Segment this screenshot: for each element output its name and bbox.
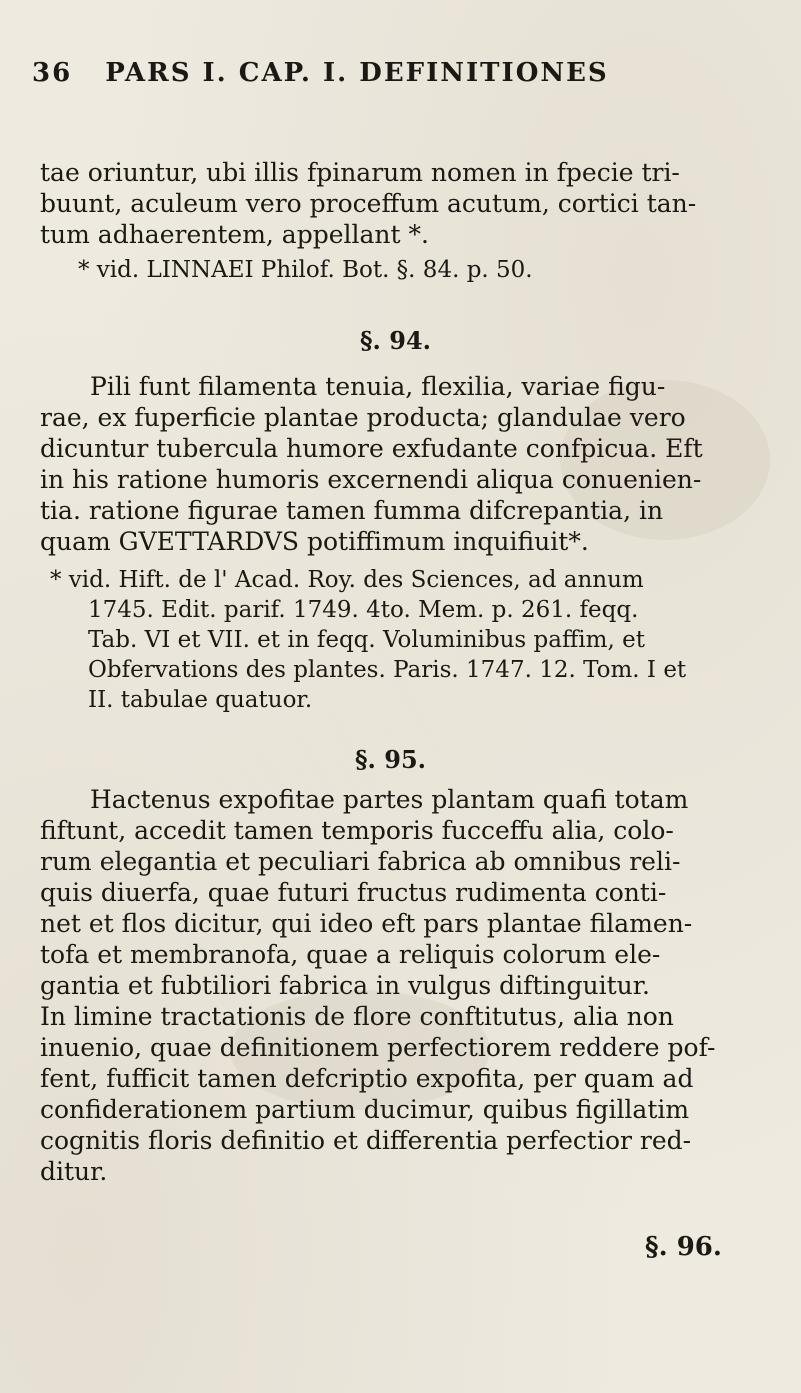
footnote-line: * vid. Hift. de l' Acad. Roy. des Sciences, ad annum	[50, 567, 644, 593]
running-title: PARS I. CAP. I. DEFINITIONES	[105, 58, 609, 88]
text-line: net et flos dicitur, qui ideo eft pars plantae filamen-	[40, 909, 693, 938]
section-94-paragraph	[40, 371, 775, 557]
text-line: confiderationem partium ducimur, quibus figillatim	[40, 1095, 690, 1124]
text-line: rum elegantia et peculiari fabrica ab omnibus reli-	[40, 847, 681, 876]
section-95-paragraph	[40, 784, 775, 1187]
text-line: fent, fufficit tamen defcriptio expofita, per quam ad	[40, 1064, 694, 1093]
footnote-line: II. tabulae quatuor.	[88, 687, 313, 713]
text-line: fiftunt, accedit tamen temporis fucceffu alia, colo-	[40, 816, 674, 845]
text-line: ditur.	[40, 1157, 108, 1186]
text-line: In limine tractationis de flore conftitutus, alia non	[40, 1002, 674, 1031]
text-line: dicuntur tubercula humore exfudante confpicua. Eft	[40, 434, 703, 463]
section-heading: §. 94.	[360, 326, 432, 355]
text-line: gantia et fubtiliori fabrica in vulgus diftinguitur.	[40, 971, 650, 1000]
text-line: tia. ratione figurae tamen fumma difcrepantia, in	[40, 496, 664, 525]
text-line: rae, ex fuperficie plantae producta; glandulae vero	[40, 403, 686, 432]
text-line: tum adhaerentem, appellant *.	[40, 220, 429, 249]
text-line: cognitis floris definitio et differentia perfectior red-	[40, 1126, 692, 1155]
paragraph-continuation	[40, 157, 775, 250]
footnote-line: Tab. VI et VII. et in feqq. Voluminibus paffim, et	[88, 627, 645, 653]
text-line: Pili funt filamenta tenuia, flexilia, variae figu-	[90, 372, 666, 401]
text-line: tae oriuntur, ubi illis fpinarum nomen in fpecie tri-	[40, 158, 680, 187]
running-header	[32, 58, 772, 88]
page-number: 36	[32, 58, 73, 88]
text-line: buunt, aculeum vero proceffum acutum, cortici tan-	[40, 189, 697, 218]
footnote-line: 1745. Edit. parif. 1749. 4to. Mem. p. 261. feqq.	[88, 597, 639, 623]
text-line: quam GVETTARDVS potiffimum inquifiuit*.	[40, 527, 589, 556]
catchword: §. 96.	[645, 1232, 722, 1262]
text-line: quis diuerfa, quae futuri fructus rudimenta conti-	[40, 878, 667, 907]
section-heading: §. 95.	[355, 745, 427, 774]
text-line: tofa et membranofa, quae a reliquis colorum ele-	[40, 940, 661, 969]
text-line: Hactenus expofitae partes plantam quafi totam	[90, 785, 689, 814]
text-line: inuenio, quae definitionem perfectiorem reddere pof-	[40, 1033, 716, 1062]
footnote	[50, 565, 785, 715]
footnote-line: Obfervations des plantes. Paris. 1747. 12. Tom. I et	[88, 657, 687, 683]
footnote: * vid. LINNAEI Philof. Bot. §. 84. p. 50.	[78, 257, 533, 283]
text-line: in his ratione humoris excernendi aliqua conuenien-	[40, 465, 702, 494]
